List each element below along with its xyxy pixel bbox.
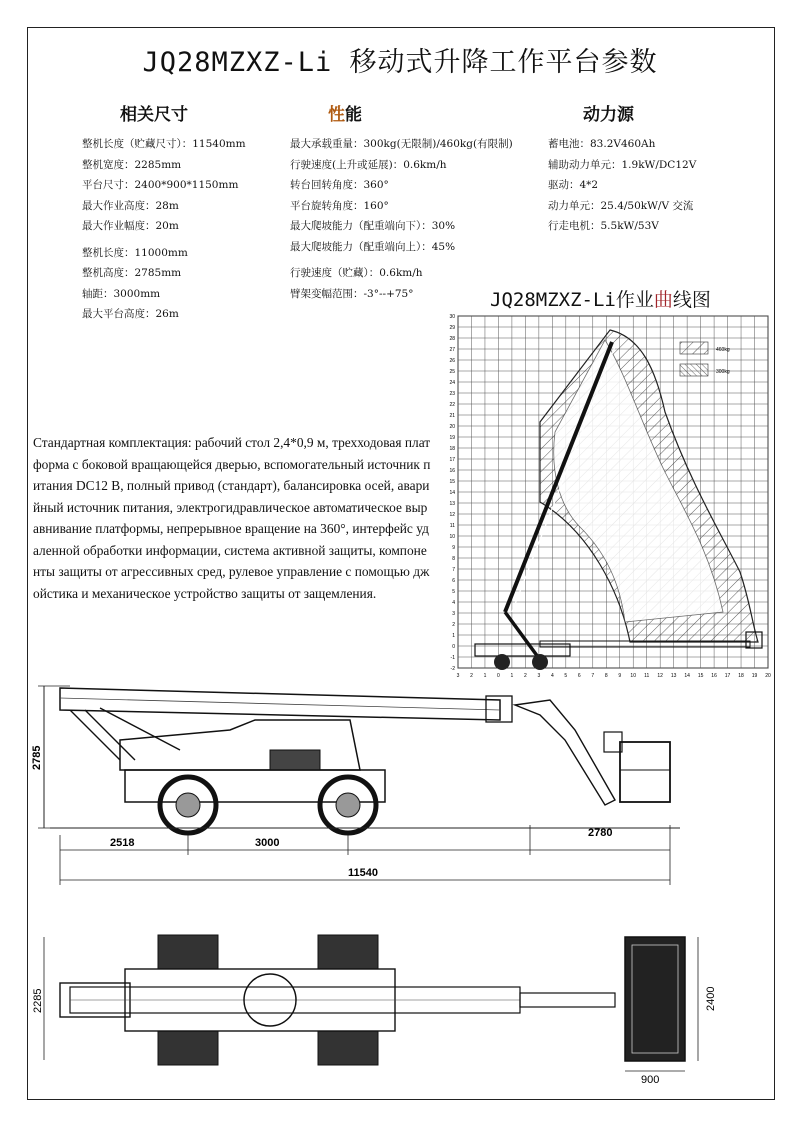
x-tick-label: 1 (483, 673, 487, 679)
platform-basket-shape (620, 742, 670, 802)
x-tick-label: 13 (670, 673, 677, 679)
y-axis-ticks (449, 314, 455, 672)
x-tick-label: 0 (497, 673, 500, 679)
dimension-item: 最大作业高度：28m (82, 199, 179, 212)
y-tick-label: 4 (452, 600, 455, 606)
y-tick-label: 29 (449, 325, 455, 331)
dimension-item: 整机宽度：2285mm (82, 158, 182, 171)
x-tick-label: 4 (550, 673, 554, 679)
y-tick-label: 3 (452, 611, 455, 617)
performance-item: 行驶速度(上升或延展)：0.6km/h (290, 158, 447, 171)
performance-item: 最大爬坡能力（配重端向下）：30% (290, 220, 456, 232)
platform-length-label: 2400 (705, 986, 717, 1011)
y-tick-label: 17 (449, 457, 455, 463)
y-tick-label: 24 (449, 380, 455, 386)
dimension-item: 最大平台高度：26m (82, 308, 179, 320)
x-tick-label: 17 (724, 673, 731, 679)
power-list (548, 134, 696, 237)
y-tick-label: 6 (452, 578, 455, 584)
power-item: 行走电机：5.5kW/53V (548, 220, 659, 232)
performance-item: 臂架变幅范围：-3°--+75° (290, 287, 414, 300)
y-tick-label: 9 (452, 545, 455, 551)
performance-item: 最大爬坡能力（配重端向上）：45% (290, 240, 456, 253)
y-tick-label: 28 (449, 336, 455, 342)
y-tick-label: 30 (449, 314, 455, 320)
width-dimension-label: 2285 (32, 988, 44, 1013)
performance-item: 最大承载重量：300kg(无限制)/460kg(有限制) (290, 138, 513, 150)
total-length-label: 11540 (348, 867, 378, 879)
x-tick-label: 14 (684, 673, 690, 679)
performance-list (290, 134, 513, 304)
x-tick-label: 5 (564, 673, 568, 679)
y-tick-label: 10 (449, 534, 455, 540)
boom-support-shape (70, 708, 180, 760)
power-heading: 动力源 (583, 105, 634, 125)
dimension-item: 整机长度（贮藏尺寸）：11540mm (82, 138, 246, 150)
y-tick-label: 20 (449, 424, 455, 430)
y-tick-label: 1 (452, 633, 455, 639)
x-tick-label: 20 (765, 673, 771, 679)
y-tick-label: 2 (452, 622, 455, 628)
legend-label-300kg: 300kg (716, 369, 730, 375)
power-item: 动力单元：25.4/50kW/V 交流 (548, 199, 694, 212)
x-tick-label: 6 (577, 673, 581, 679)
performance-heading: 性能 (328, 105, 362, 125)
y-tick-label: 27 (449, 347, 455, 353)
y-tick-label: 13 (449, 501, 455, 507)
x-tick-label: 2 (470, 673, 473, 679)
lower-arm-line (505, 612, 538, 657)
jib-shape (520, 993, 615, 1007)
y-tick-label: 22 (449, 402, 455, 408)
turntable-body-shape (120, 720, 360, 770)
wheelbase-label: 3000 (255, 837, 280, 849)
y-tick-label: -2 (450, 666, 455, 672)
y-tick-label: 5 (452, 589, 455, 595)
top-view-drawing (30, 925, 770, 1085)
description-text: Стандартная комплектация: рабочий стол 2,4*0,9 м, трехходовая платформа с боковой вращающейся дверью, вспомогательный источник питания DC12 В, полный привод (стандарт), балансировка осей, аварийный источник питания, электрогидравлическое автоматическое выравнивание платформы, непрерывное вращение на 360°, интерфейс удаленной обработки информации, система активной защиты, компоненты защиты от агрессивных сред, рулевое управление с помощью джойстика и механическое устройство защиты от защемления. (33, 435, 431, 601)
legend-swatch-300kg (680, 364, 708, 376)
dimensions-heading: 相关尺寸 (120, 105, 188, 125)
platform-width-label: 900 (641, 1074, 660, 1085)
front-wheel-hub (176, 793, 200, 817)
x-tick-label: 2 (524, 673, 527, 679)
x-tick-label: 3 (537, 673, 541, 679)
legend-label-460kg: 460kg (716, 347, 730, 353)
tire-shape (158, 1031, 218, 1065)
y-tick-label: 26 (449, 358, 455, 364)
y-tick-label: 21 (449, 413, 455, 419)
x-tick-label: 18 (738, 673, 744, 679)
y-tick-label: 12 (449, 512, 455, 518)
power-item: 蓄电池：83.2V460Ah (548, 138, 656, 150)
jib-arm-shape (515, 700, 615, 805)
height-dimension-label: 2785 (31, 745, 43, 770)
page-title: JQ28MZXZ-Li 移动式升降工作平台参数 (142, 47, 658, 78)
dimension-item: 最大作业幅度：20m (82, 220, 179, 232)
working-range-chart (440, 312, 775, 684)
tire-shape (318, 1031, 378, 1065)
x-tick-label: 16 (711, 673, 717, 679)
y-tick-label: 23 (449, 391, 455, 397)
x-tick-label: 12 (657, 673, 663, 679)
y-tick-label: 15 (449, 479, 455, 485)
x-tick-label: 3 (456, 673, 460, 679)
x-tick-label: 1 (510, 673, 514, 679)
y-tick-label: 11 (449, 523, 455, 529)
dimension-item: 整机高度：2785mm (82, 267, 182, 279)
dimension-item: 平台尺寸：2400*900*1150mm (82, 179, 239, 191)
rear-wheel-hub (336, 793, 360, 817)
dimensions-list (82, 134, 246, 325)
x-tick-label: 7 (591, 673, 595, 679)
power-item: 辅助动力单元：1.9kW/DC12V (548, 158, 697, 171)
boom-detail (60, 698, 500, 710)
power-item: 驱动：4*2 (548, 179, 599, 191)
y-tick-label: 0 (452, 644, 455, 650)
x-tick-label: 15 (697, 673, 704, 679)
y-tick-label: 25 (449, 369, 455, 375)
x-tick-label: 8 (604, 673, 608, 679)
wheel-shape (494, 654, 510, 670)
tire-shape (318, 935, 378, 969)
side-view-drawing (30, 670, 770, 895)
y-tick-label: 14 (449, 490, 455, 496)
x-tick-label: 10 (630, 673, 636, 679)
rear-overhang-label: 2780 (588, 827, 613, 839)
y-tick-label: 7 (452, 567, 455, 573)
y-tick-label: 18 (449, 446, 455, 452)
tire-shape (158, 935, 218, 969)
dimension-item: 整机长度：11000mm (82, 246, 188, 259)
y-tick-label: 19 (449, 435, 455, 441)
performance-item: 行驶速度（贮藏）：0.6km/h (290, 267, 423, 279)
working-range-chart-title: JQ28MZXZ-Li作业曲线图 (490, 289, 711, 311)
x-tick-label: 11 (644, 673, 650, 679)
front-overhang-label: 2518 (110, 837, 135, 849)
y-tick-label: 8 (452, 556, 455, 562)
dimension-item: 轴距：3000mm (82, 287, 161, 300)
engine-cover-shape (270, 750, 320, 770)
performance-item: 平台旋转角度：160° (290, 199, 389, 212)
legend-swatch-460kg (680, 342, 708, 354)
x-tick-label: 9 (618, 673, 622, 679)
y-tick-label: -1 (450, 655, 455, 661)
platform-shape (625, 937, 685, 1061)
x-tick-label: 19 (751, 673, 758, 679)
performance-item: 转台回转角度：360° (290, 179, 389, 191)
wheel-shape (532, 654, 548, 670)
y-tick-label: 16 (449, 468, 455, 474)
